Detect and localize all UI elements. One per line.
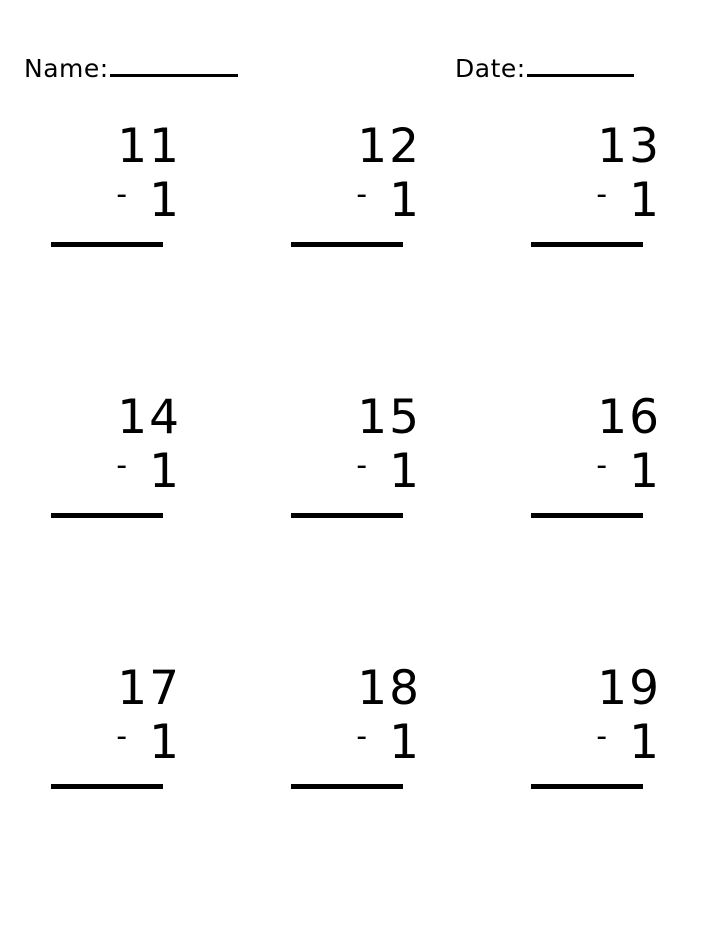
minuend: 14	[117, 390, 181, 445]
subtrahend: 1	[629, 715, 661, 770]
answer-line[interactable]	[531, 784, 643, 789]
minuend: 17	[117, 661, 181, 716]
answer-line[interactable]	[51, 784, 163, 789]
answer-line[interactable]	[291, 513, 403, 518]
minus-operator: -	[596, 448, 608, 483]
problem-cell	[240, 112, 480, 383]
minuend: 19	[597, 661, 661, 716]
answer-line[interactable]	[531, 242, 643, 247]
subtraction-problem	[45, 391, 195, 518]
answer-line[interactable]	[51, 513, 163, 518]
name-field	[24, 52, 238, 83]
answer-line[interactable]	[291, 784, 403, 789]
answer-line[interactable]	[291, 242, 403, 247]
problem-cell	[240, 383, 480, 654]
subtrahend: 1	[629, 444, 661, 499]
name-input-line[interactable]	[110, 52, 238, 77]
minuend: 12	[357, 119, 421, 174]
minuend: 15	[357, 390, 421, 445]
subtrahend: 1	[389, 173, 421, 228]
minus-operator: -	[356, 448, 368, 483]
problem-row	[0, 112, 720, 383]
subtraction-problem	[45, 662, 195, 789]
operator-row	[525, 174, 675, 236]
subtraction-problem	[525, 120, 675, 247]
minus-operator: -	[116, 177, 128, 212]
subtrahend: 1	[149, 173, 181, 228]
subtrahend: 1	[149, 444, 181, 499]
date-label: Date:	[455, 54, 526, 83]
date-field	[455, 52, 634, 83]
name-label: Name:	[24, 54, 109, 83]
answer-line[interactable]	[531, 513, 643, 518]
minuend: 13	[597, 119, 661, 174]
problem-row	[0, 654, 720, 925]
minus-operator: -	[116, 448, 128, 483]
date-input-line[interactable]	[527, 52, 634, 77]
minuend: 16	[597, 390, 661, 445]
subtraction-problem	[45, 120, 195, 247]
operator-row	[525, 716, 675, 778]
problem-cell	[0, 654, 240, 925]
operator-row	[45, 716, 195, 778]
answer-line[interactable]	[51, 242, 163, 247]
minus-operator: -	[356, 719, 368, 754]
subtrahend: 1	[149, 715, 181, 770]
subtraction-problem	[285, 662, 435, 789]
problem-cell	[480, 383, 720, 654]
problem-cell	[0, 112, 240, 383]
operator-row	[285, 174, 435, 236]
subtrahend: 1	[629, 173, 661, 228]
minus-operator: -	[116, 719, 128, 754]
problem-grid	[0, 112, 720, 925]
subtraction-problem	[525, 662, 675, 789]
worksheet-header	[0, 52, 720, 92]
operator-row	[285, 716, 435, 778]
minuend: 11	[117, 119, 181, 174]
problem-cell	[0, 383, 240, 654]
subtraction-problem	[525, 391, 675, 518]
minuend: 18	[357, 661, 421, 716]
operator-row	[45, 174, 195, 236]
minus-operator: -	[596, 719, 608, 754]
problem-row	[0, 383, 720, 654]
operator-row	[525, 445, 675, 507]
subtrahend: 1	[389, 715, 421, 770]
minus-operator: -	[356, 177, 368, 212]
subtraction-problem	[285, 391, 435, 518]
problem-cell	[480, 654, 720, 925]
problem-cell	[240, 654, 480, 925]
operator-row	[45, 445, 195, 507]
operator-row	[285, 445, 435, 507]
problem-cell	[480, 112, 720, 383]
subtraction-problem	[285, 120, 435, 247]
subtrahend: 1	[389, 444, 421, 499]
minus-operator: -	[596, 177, 608, 212]
